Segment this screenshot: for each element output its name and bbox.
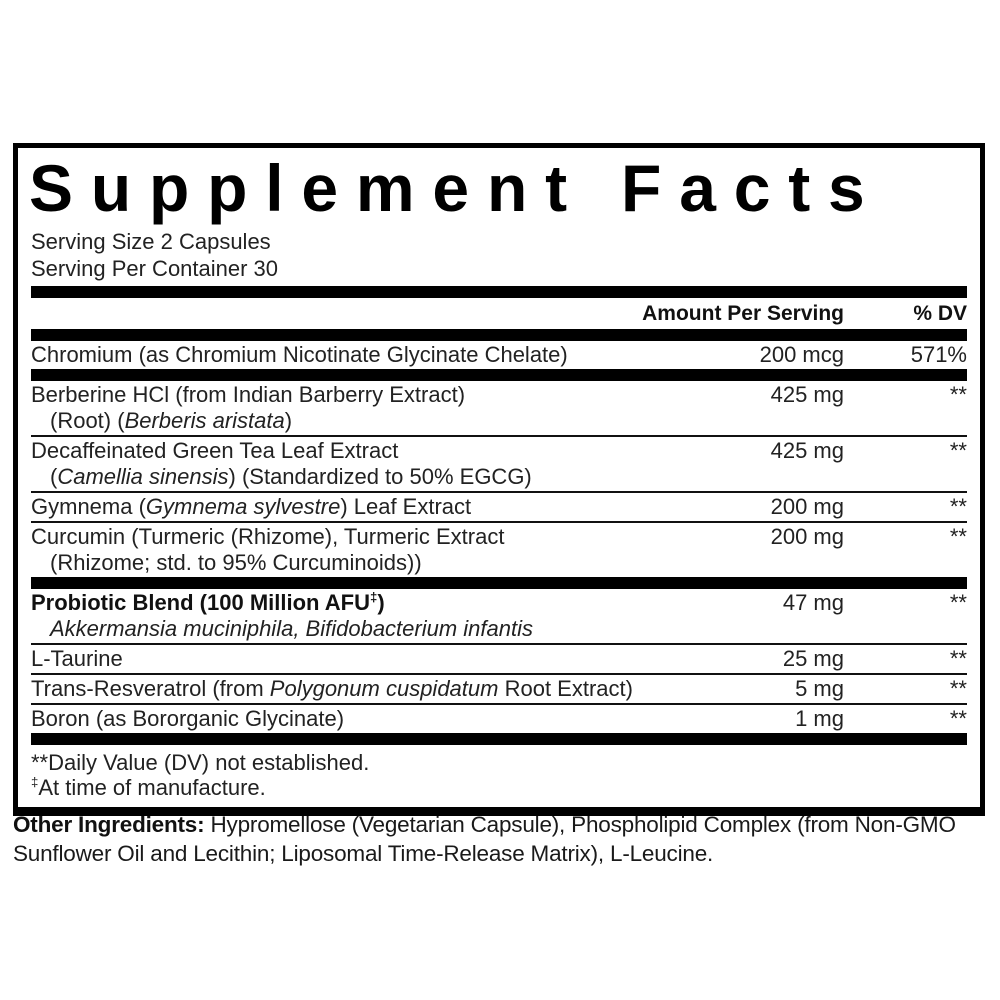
ingredient-name xyxy=(31,438,694,490)
column-header-row xyxy=(31,298,967,329)
ingredient-row xyxy=(31,705,967,733)
ingredient-name-line xyxy=(31,438,688,464)
ingredient-name-line xyxy=(31,646,688,672)
ingredient-name xyxy=(31,646,694,672)
supplement-facts-panel xyxy=(13,143,985,816)
ingredient-row xyxy=(31,675,967,703)
ingredient-dv: ** xyxy=(949,494,967,519)
text-segment: Chromium (as Chromium Nicotinate Glycinate Chelate) xyxy=(31,342,568,367)
divider-bar xyxy=(31,286,967,298)
text-segment: ) Leaf Extract xyxy=(340,494,472,519)
ingredient-dv: ** xyxy=(949,676,967,701)
ingredient-row xyxy=(31,493,967,521)
text-segment: ‡ xyxy=(369,589,378,605)
ingredient-name-line xyxy=(31,408,688,434)
ingredient-row xyxy=(31,589,967,643)
ingredient-amount: 425 mg xyxy=(770,438,844,463)
dv-column-header: % DV xyxy=(913,302,967,325)
divider-bar xyxy=(31,733,967,745)
ingredient-dv: ** xyxy=(949,706,967,731)
servings-per-container-line: Serving Per Container 30 xyxy=(31,256,279,281)
text-segment: ) xyxy=(284,408,293,433)
ingredient-amount: 47 mg xyxy=(782,590,844,615)
ingredient-row xyxy=(31,523,967,577)
divider-bar xyxy=(31,329,967,341)
ingredient-amount: 200 mcg xyxy=(759,342,844,367)
text-segment: Root Extract) xyxy=(498,676,633,701)
ingredient-name-line xyxy=(31,706,688,732)
ingredient-name-line xyxy=(31,494,688,520)
ingredient-amount: 25 mg xyxy=(782,646,844,671)
footnote-line xyxy=(31,775,967,800)
ingredient-rows xyxy=(31,341,967,745)
ingredient-row xyxy=(31,645,967,673)
text-segment: Berberis aristata xyxy=(124,408,285,433)
ingredient-name-line xyxy=(31,616,688,642)
ingredient-dv: ** xyxy=(949,590,967,615)
text-segment: (Root) ( xyxy=(50,408,125,433)
ingredient-name xyxy=(31,706,694,732)
text-segment: (Rhizome; std. to 95% Curcuminoids)) xyxy=(50,550,422,575)
text-segment: Berberine HCl (from Indian Barberry Extract) xyxy=(31,382,466,407)
ingredient-dv: ** xyxy=(949,646,967,671)
text-segment: At time of manufacture. xyxy=(38,775,266,800)
ingredient-dv: ** xyxy=(949,438,967,463)
ingredient-name-line xyxy=(31,464,688,490)
ingredient-name-line xyxy=(31,590,688,616)
text-segment: ) (Standardized to 50% EGCG) xyxy=(228,464,532,489)
ingredient-name-line xyxy=(31,382,688,408)
ingredient-dv: ** xyxy=(949,524,967,549)
ingredient-amount: 5 mg xyxy=(795,676,844,701)
ingredient-row xyxy=(31,381,967,435)
text-segment: ‡ xyxy=(31,774,39,790)
ingredient-name xyxy=(31,342,694,368)
footnote-line xyxy=(31,750,967,775)
text-segment: Polygonum cuspidatum xyxy=(269,676,499,701)
panel-title: Supplement Facts xyxy=(29,151,883,225)
ingredient-name xyxy=(31,494,694,520)
text-segment: Gymnema sylvestre xyxy=(145,494,341,519)
ingredient-dv: ** xyxy=(949,382,967,407)
text-segment: L-Taurine xyxy=(31,646,123,671)
ingredient-name xyxy=(31,676,694,702)
ingredient-amount: 1 mg xyxy=(795,706,844,731)
footnotes xyxy=(31,745,967,804)
ingredient-name-line xyxy=(31,342,688,368)
text-segment: Probiotic Blend (100 Million AFU xyxy=(31,590,370,615)
ingredient-dv: 571% xyxy=(910,342,967,367)
amount-column-header: Amount Per Serving xyxy=(642,302,844,325)
text-segment: **Daily Value (DV) not established. xyxy=(31,750,370,775)
ingredient-name xyxy=(31,382,694,434)
text-segment: Trans-Resveratrol (from xyxy=(31,676,270,701)
text-segment: Gymnema ( xyxy=(31,494,146,519)
serving-size-line: Serving Size 2 Capsules xyxy=(31,229,271,254)
ingredient-name xyxy=(31,590,694,642)
text-segment: Camellia sinensis xyxy=(57,464,229,489)
ingredient-name-line xyxy=(31,550,688,576)
text-segment: Akkermansia muciniphila, Bifidobacterium infantis xyxy=(50,616,533,641)
other-ingredients-paragraph xyxy=(13,810,986,868)
ingredient-name-line xyxy=(31,524,688,550)
ingredient-row xyxy=(31,437,967,491)
ingredient-amount: 425 mg xyxy=(770,382,844,407)
text-segment: Hypromellose (Vegetarian Capsule), Phospholipid Complex (from Non-GMO Sunflower Oil and Lecithin; Liposomal Time-Release Matrix), L-Leucine. xyxy=(13,812,956,866)
ingredient-name-line xyxy=(31,676,688,702)
divider-bar xyxy=(31,577,967,589)
text-segment: ) xyxy=(377,590,385,615)
divider-bar xyxy=(31,369,967,381)
text-segment: Boron (as Bororganic Glycinate) xyxy=(31,706,345,731)
text-segment: Curcumin (Turmeric (Rhizome), Turmeric Extract xyxy=(31,524,505,549)
ingredient-amount: 200 mg xyxy=(770,524,844,549)
text-segment: Other Ingredients: xyxy=(13,812,211,837)
text-segment: ( xyxy=(50,464,58,489)
text-segment: Decaffeinated Green Tea Leaf Extract xyxy=(31,438,399,463)
ingredient-name xyxy=(31,524,694,576)
ingredient-row xyxy=(31,341,967,369)
ingredient-amount: 200 mg xyxy=(770,494,844,519)
